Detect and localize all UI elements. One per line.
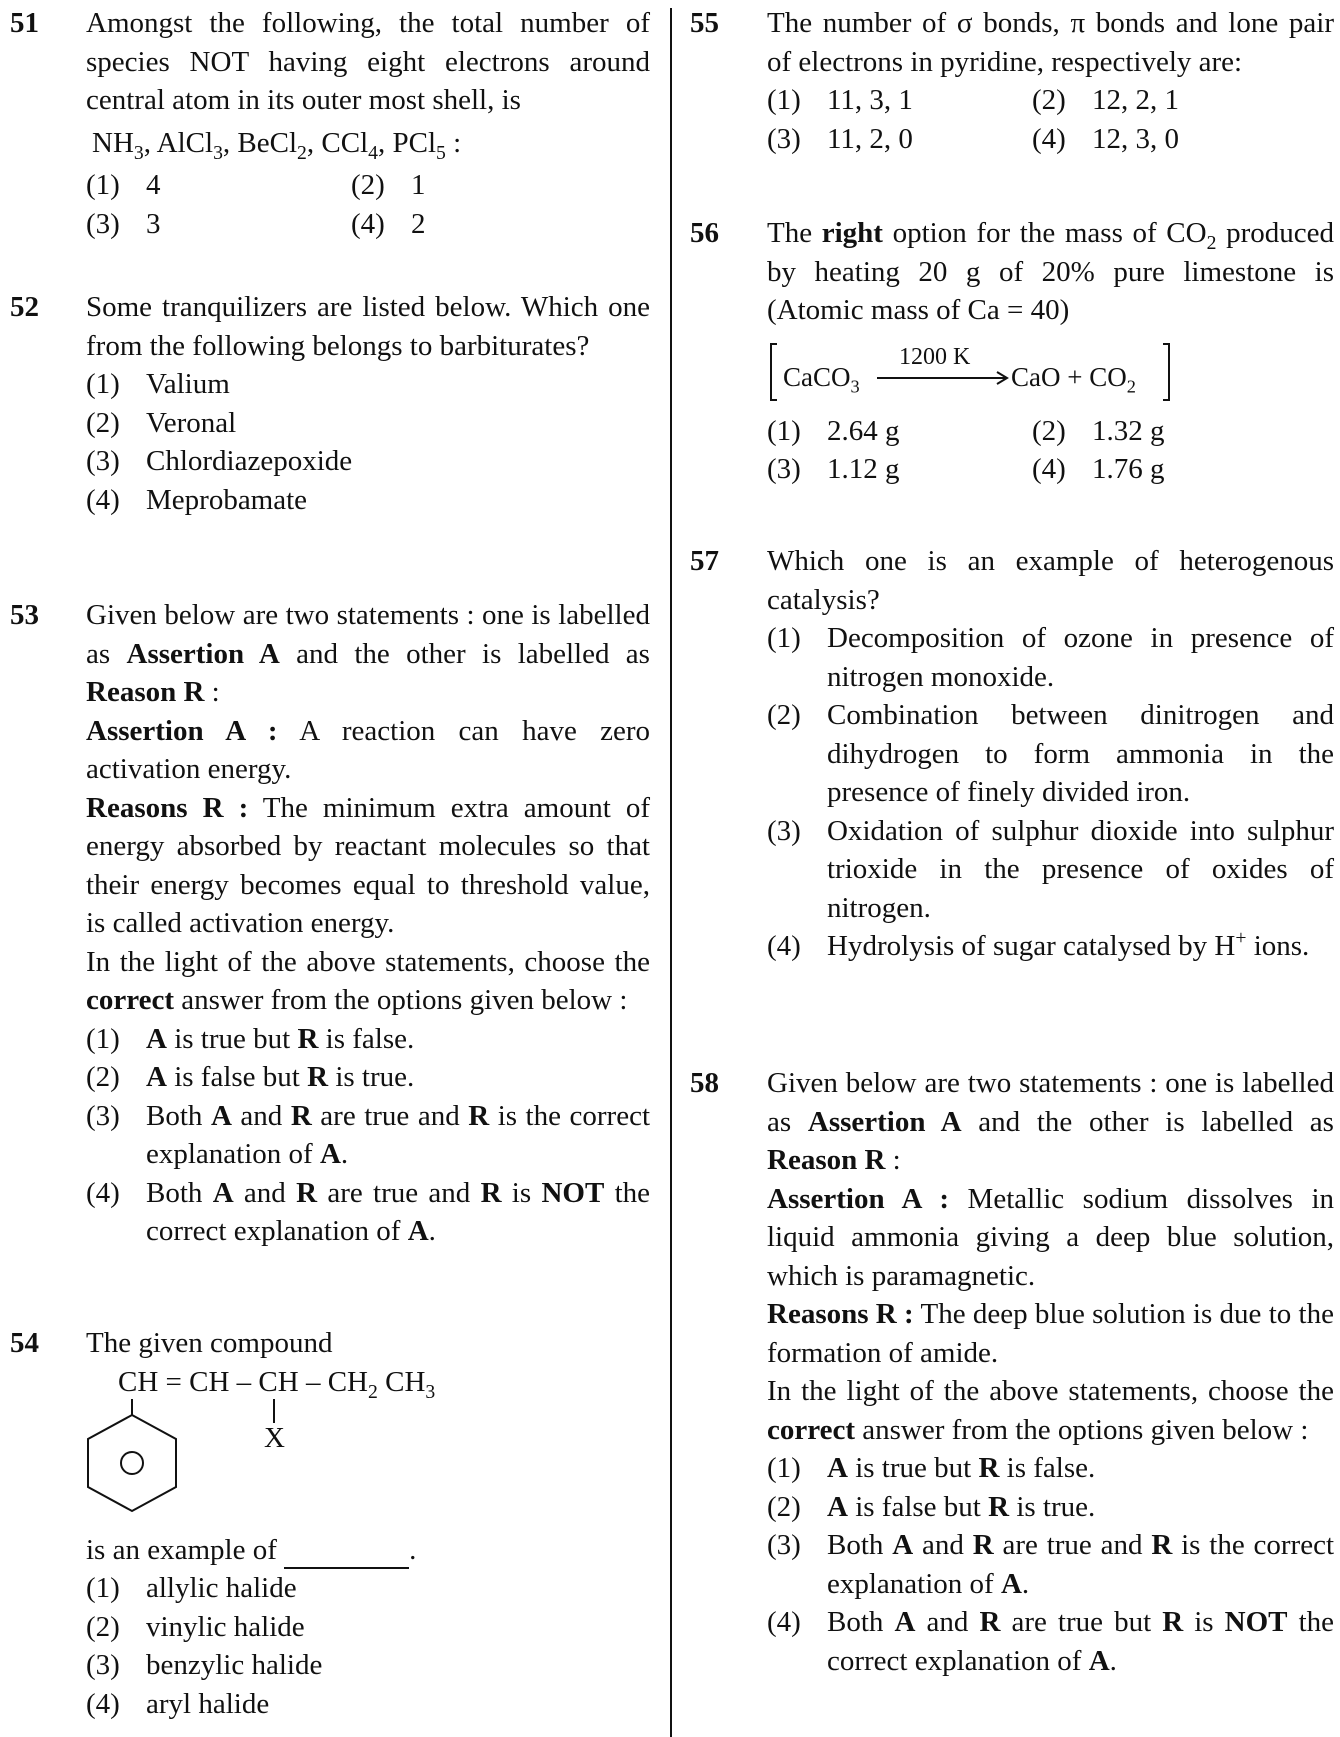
reason-statement: Reasons R : The minimum extra amount of energy absorbed by reactant molecules so that their energy becomes equal to threshold value, is called activation energy. <box>86 791 650 939</box>
question-number: 54 <box>10 1327 39 1359</box>
option-2[interactable]: (2) Veronal <box>86 406 237 439</box>
assertion-statement: Assertion A : A reaction can have zero activation energy. <box>86 714 651 785</box>
option-2[interactable]: (2) Combination between dinitrogen and dihydrogen to form ammonia in the presence of finely divided iron. <box>767 699 1334 808</box>
option-3[interactable]: (3) Oxidation of sulphur dioxide into sulphur trioxide in the presence of oxides of nitrogen. <box>767 814 1334 924</box>
option-3[interactable]: (3) Both A and R are true and R is the correct explanation of A. <box>86 1099 650 1170</box>
question-54 <box>0 1324 660 1723</box>
question-number: 53 <box>10 599 39 631</box>
option-3[interactable]: (3) 1.12 g <box>767 453 900 485</box>
option-2[interactable]: (2) 1 <box>351 169 426 201</box>
options <box>767 81 1334 158</box>
question-text: Which one is an example of heterogenous catalysis? <box>767 545 1334 616</box>
question-tail: is an example of . <box>86 1531 650 1570</box>
question-text: The number of σ bonds, π bonds and lone pair of electrons in pyridine, respectively are: <box>767 7 1334 78</box>
question-number: 51 <box>10 7 39 39</box>
option-4[interactable]: (4) 1.76 g <box>1032 453 1165 485</box>
option-3[interactable]: (3) benzylic halide <box>86 1649 323 1681</box>
option-2[interactable]: (2) 1.32 g <box>1032 414 1165 447</box>
substituent-x: X <box>264 1421 285 1454</box>
question-text: Some tranquilizers are listed below. Which one from the following belongs to barbiturates? <box>86 291 650 362</box>
question-number: 55 <box>690 7 719 39</box>
question-51 <box>0 4 660 243</box>
question-57 <box>682 542 1340 966</box>
option-4[interactable]: (4) Both A and R are true and R is NOT the correct explanation of A. <box>86 1176 650 1247</box>
option-4[interactable]: (4) Meprobamate <box>86 483 308 516</box>
option-2[interactable]: (2) A is false but R is true. <box>86 1061 415 1093</box>
compound-formula: CH = CH – CH – $CH_2$ $CH_3$ <box>118 1365 436 1403</box>
question-56 <box>682 214 1340 489</box>
reactant: CaCO$_3$ <box>783 361 860 396</box>
option-3[interactable]: (3) Both A and R are true and R is the correct explanation of A. <box>767 1529 1335 1600</box>
question-text: The given compound <box>86 1327 333 1359</box>
option-3[interactable]: (3) 11, 2, 0 <box>767 122 913 155</box>
question-text: The right option for the mass of $CO_2$ produced by heating 20 g of 20% pure limestone is (Atomic mass of Ca = 40) <box>767 217 1334 326</box>
question-intro: Given below are two statements : one is labelled as Assertion A and the other is labelled as Reason R : <box>767 1067 1334 1176</box>
option-1[interactable]: (1) A is true but R is false. <box>86 1022 415 1055</box>
question-number: 56 <box>690 217 719 249</box>
option-4[interactable]: (4) aryl halide <box>86 1687 270 1720</box>
assertion-statement: Assertion A : Metallic sodium dissolves in liquid ammonia giving a deep blue solution, which is paramagnetic. <box>767 1182 1335 1292</box>
question-53 <box>0 596 660 1251</box>
option-1[interactable]: (1) Decomposition of ozone in presence of nitrogen monoxide. <box>767 622 1334 693</box>
question-52 <box>0 288 660 519</box>
question-number: 52 <box>10 291 39 323</box>
option-4[interactable]: (4) Both A and R are true but R is NOT the correct explanation of A. <box>767 1606 1334 1677</box>
option-1[interactable]: (1) 11, 3, 1 <box>767 84 913 116</box>
option-4[interactable]: (4) 12, 3, 0 <box>1032 122 1179 155</box>
question-intro: Given below are two statements : one is labelled as Assertion A and the other is labelled as Reason R : <box>86 599 650 708</box>
option-3[interactable]: (3) 3 <box>86 207 161 240</box>
option-4[interactable]: (4) Hydrolysis of sugar catalysed by H+ ions. <box>767 927 1310 962</box>
option-1[interactable]: (1) A is true but R is false. <box>767 1452 1096 1484</box>
option-1[interactable]: (1) Valium <box>86 368 230 400</box>
options <box>767 412 1334 489</box>
question-prompt: In the light of the above statements, choose the correct answer from the options given below : <box>86 945 650 1016</box>
answer-blank <box>284 1541 409 1569</box>
products: CaO + $CO_2$ <box>1011 361 1136 396</box>
species-list: $NH_3$, AlCl$_3$, BeCl$_2$, CCl$_4$, PCl$_5$ : <box>92 126 462 164</box>
question-58 <box>682 1064 1340 1680</box>
options <box>86 166 650 243</box>
option-4[interactable]: (4) 2 <box>351 207 426 240</box>
option-1[interactable]: (1) 4 <box>86 169 161 201</box>
option-1[interactable]: (1) 2.64 g <box>767 414 900 447</box>
question-number: 58 <box>690 1067 719 1099</box>
compound-structure <box>86 1363 650 1531</box>
option-2[interactable]: (2) 12, 2, 1 <box>1032 84 1179 116</box>
reason-statement: Reasons R : The deep blue solution is due to the formation of amide. <box>767 1298 1334 1369</box>
reaction-condition: 1200 K <box>899 343 971 370</box>
option-1[interactable]: (1) allylic halide <box>86 1572 297 1604</box>
reaction-equation <box>767 330 1334 412</box>
question-number: 57 <box>690 545 719 577</box>
question-55 <box>682 4 1340 158</box>
question-prompt: In the light of the above statements, choose the correct answer from the options given below : <box>767 1375 1334 1446</box>
option-3[interactable]: (3) Chlordiazepoxide <box>86 445 353 477</box>
option-2[interactable]: (2) vinylic halide <box>86 1610 305 1643</box>
question-text: Amongst the following, the total number of species NOT having eight electrons around central atom in its outer most shell, is <box>86 7 650 116</box>
column-divider <box>670 8 672 1737</box>
option-2[interactable]: (2) A is false but R is true. <box>767 1490 1096 1523</box>
